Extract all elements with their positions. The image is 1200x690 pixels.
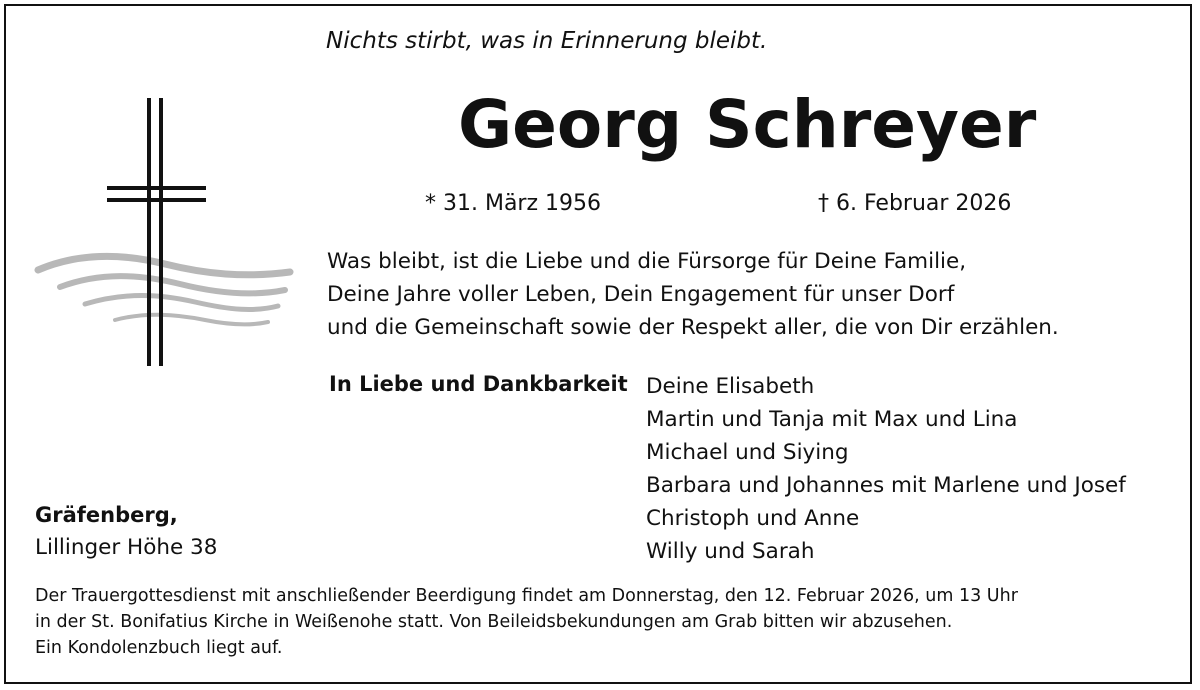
mourner: Barbara und Johannes mit Marlene und Josef — [646, 473, 1126, 498]
mourner: Martin und Tanja mit Max und Lina — [646, 407, 1018, 432]
verse-line: Deine Jahre voller Leben, Dein Engagement für unser Dorf — [327, 282, 955, 307]
mourner: Deine Elisabeth — [646, 374, 815, 399]
mourner: Willy und Sarah — [646, 539, 815, 564]
service-info — [35, 583, 1018, 661]
verse — [327, 245, 1059, 344]
verse-line: und die Gemeinschaft sowie der Respekt aller, die von Dir erzählen. — [327, 315, 1059, 340]
verse-line: Was bleibt, ist die Liebe und die Fürsorge für Deine Familie, — [327, 249, 967, 274]
mourner: Christoph und Anne — [646, 506, 860, 531]
place: Gräfenberg, — [35, 503, 178, 527]
wave-lines-icon — [38, 256, 290, 324]
mourners-list — [646, 370, 1126, 568]
service-line: Ein Kondolenzbuch liegt auf. — [35, 638, 283, 658]
death-date: † 6. Februar 2026 — [818, 191, 1012, 216]
cross-with-waves — [30, 92, 300, 372]
double-line-cross-icon — [107, 98, 206, 366]
dedication: In Liebe und Dankbarkeit — [329, 372, 628, 396]
service-line: in der St. Bonifatius Kirche in Weißenohe statt. Von Beileidsbekundungen am Grab bitten wir abzusehen. — [35, 612, 953, 632]
mourner: Michael und Siying — [646, 440, 849, 465]
street-address: Lillinger Höhe 38 — [35, 535, 218, 560]
birth-date: * 31. März 1956 — [425, 191, 602, 216]
motto: Nichts stirbt, was in Erinnerung bleibt. — [326, 28, 768, 54]
service-line: Der Trauergottesdienst mit anschließender Beerdigung findet am Donnerstag, den 12. Februar 2026, um 13 Uhr — [35, 586, 1018, 606]
deceased-name: Georg Schreyer — [458, 86, 1037, 163]
